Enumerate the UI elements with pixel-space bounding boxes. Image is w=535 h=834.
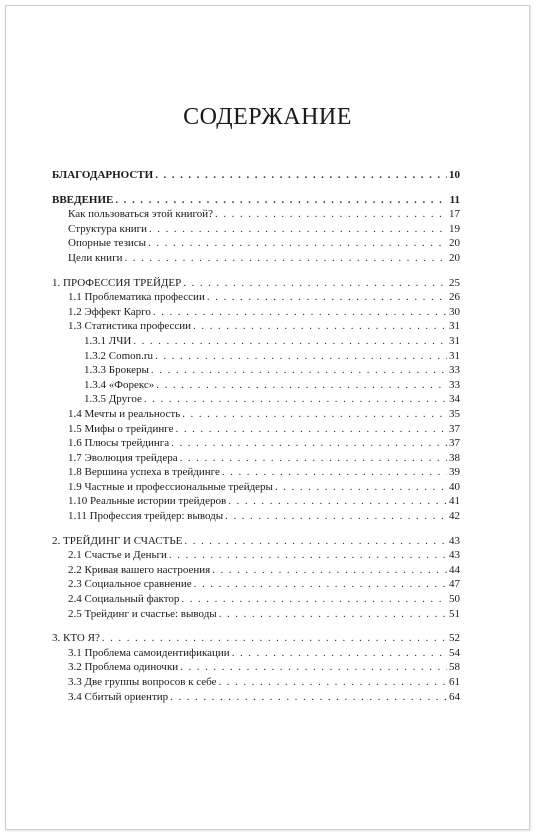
toc-entry-page: 33 — [449, 378, 460, 391]
dot-leader — [170, 690, 447, 705]
toc-entry-acknowledgements[interactable] — [52, 168, 460, 183]
toc-entry-page: 61 — [449, 676, 460, 688]
toc-entry-label: 1.2 Эффект Карго — [68, 305, 151, 318]
dot-leader — [149, 222, 447, 237]
toc-entry[interactable] — [52, 451, 460, 466]
page-title: СОДЕРЖАНИЕ — [183, 104, 352, 130]
toc-entry-label: 1.3.5 Другое — [84, 393, 142, 406]
toc-entry-page: 26 — [449, 291, 460, 304]
toc-entry[interactable] — [52, 577, 460, 592]
toc-entry-label: 1.1 Проблематика профессии — [68, 291, 205, 304]
toc-chapter-3[interactable] — [52, 631, 460, 646]
toc-entry-label: 1.8 Вершина успеха в трейдинге — [68, 466, 220, 479]
dot-leader — [124, 251, 447, 266]
toc-entry-page: 41 — [449, 495, 460, 508]
toc-entry-label: БЛАГОДАРНОСТИ — [52, 169, 154, 181]
toc-entry-label: 1.4 Мечты и реальность — [68, 407, 181, 420]
toc-entry-page: 44 — [449, 563, 460, 576]
toc-entry-label: 1.3.3 Брокеры — [84, 364, 149, 377]
toc-entry-label: 2.4 Социальный фактор — [68, 593, 180, 606]
toc-entry-page: 31 — [449, 334, 460, 347]
toc-entry-page: 20 — [449, 251, 460, 264]
toc-entry[interactable] — [52, 436, 460, 451]
toc-entry[interactable] — [52, 236, 460, 251]
toc-entry[interactable] — [52, 251, 460, 266]
toc-entry[interactable] — [52, 548, 460, 563]
toc-entry-page: 64 — [449, 690, 460, 703]
toc-entry-label: Цели книги — [68, 251, 123, 264]
toc-entry-label: 3.1 Проблема самоидентификации — [68, 646, 230, 659]
dot-leader — [155, 168, 447, 183]
dot-leader — [148, 236, 447, 251]
toc-entry-page: 33 — [449, 364, 460, 377]
toc-entry[interactable] — [52, 422, 460, 437]
section-gap — [52, 621, 460, 631]
toc-entry-page: 35 — [449, 407, 460, 420]
toc-entry[interactable] — [52, 465, 460, 480]
dot-leader — [182, 407, 447, 422]
dot-leader — [171, 436, 447, 451]
dot-leader — [194, 577, 447, 592]
toc-entry-label: 1.3.2 Comon.ru — [84, 349, 154, 362]
toc-entry-page: 42 — [449, 510, 460, 523]
dot-leader — [232, 646, 447, 661]
dot-leader — [225, 509, 447, 524]
toc-entry[interactable] — [52, 290, 460, 305]
toc-entry-label: 1.11 Профессия трейдер: выводы — [68, 510, 224, 523]
toc-entry-label: 2.2 Кривая вашего настроения — [68, 563, 211, 576]
dot-leader — [169, 548, 447, 563]
dot-leader — [228, 494, 447, 509]
toc-entry-page: 58 — [449, 661, 460, 674]
dot-leader — [144, 392, 447, 407]
dot-leader — [212, 563, 447, 578]
dot-leader — [156, 378, 447, 393]
toc-entry-label: 1.5 Мифы о трейдинге — [68, 422, 174, 435]
toc-entry[interactable] — [52, 392, 460, 407]
dot-leader — [183, 276, 447, 291]
toc-entry-page: 37 — [449, 437, 460, 450]
toc-entry-label: 2. ТРЕЙДИНГ И СЧАСТЬЕ — [52, 534, 183, 547]
toc-chapter-1[interactable] — [52, 276, 460, 291]
toc-entry-label: 1.9 Частные и профессиональные трейдеры — [68, 480, 273, 493]
toc-entry[interactable] — [52, 363, 460, 378]
dot-leader — [151, 363, 447, 378]
toc-entry-label: 1.3.1 ЛЧИ — [84, 334, 132, 347]
toc-entry-page: 38 — [449, 451, 460, 464]
toc-entry-page: 40 — [449, 480, 460, 493]
toc-entry-page: 51 — [449, 607, 460, 620]
toc-entry-page: 17 — [449, 208, 460, 221]
toc-entry-label: 3.4 Сбитый ориентир — [68, 690, 169, 703]
toc-entry[interactable] — [52, 675, 460, 690]
toc-entry-label: 2.3 Социальное сравнение — [68, 578, 192, 591]
toc-entry[interactable] — [52, 494, 460, 509]
toc-entry-label: Структура книги — [68, 222, 147, 235]
toc-entry[interactable] — [52, 378, 460, 393]
toc-entry[interactable] — [52, 690, 460, 705]
dot-leader — [155, 349, 447, 364]
toc-entry-page: 19 — [449, 222, 460, 235]
toc-entry-label: 3. КТО Я? — [52, 632, 100, 645]
toc-entry-label: Опорные тезисы — [68, 237, 147, 250]
toc-entry[interactable] — [52, 305, 460, 320]
toc-entry-label: ВВЕДЕНИЕ — [52, 193, 114, 206]
toc-entry[interactable] — [52, 563, 460, 578]
toc-entry-label: 1.10 Реальные истории трейдеров — [68, 495, 227, 508]
dot-leader — [180, 660, 447, 675]
toc-entry[interactable] — [52, 349, 460, 364]
dot-leader — [219, 607, 447, 622]
toc-entry-page: 11 — [449, 193, 460, 206]
toc-entry-label: 1.7 Эволюция трейдера — [68, 451, 178, 464]
dot-leader — [207, 290, 447, 305]
toc-entry-page: 37 — [449, 422, 460, 435]
dot-leader — [215, 207, 447, 222]
dot-leader — [115, 193, 447, 208]
section-gap — [52, 524, 460, 534]
toc-entry[interactable] — [52, 319, 460, 334]
toc-entry-page: 20 — [449, 237, 460, 250]
toc-entry[interactable] — [52, 646, 460, 661]
toc-entry-page: 10 — [449, 169, 460, 181]
section-gap — [52, 183, 460, 193]
toc-entry[interactable] — [52, 407, 460, 422]
dot-leader — [184, 534, 447, 549]
toc-entry-page: 50 — [449, 593, 460, 606]
dot-leader — [193, 319, 447, 334]
toc-entry-label: Как пользоваться этой книгой? — [68, 208, 214, 221]
toc-entry[interactable] — [52, 607, 460, 622]
toc-entry-label: 1.6 Плюсы трейдинга — [68, 437, 170, 450]
toc-entry-page: 52 — [449, 632, 460, 645]
toc-entry[interactable] — [52, 334, 460, 349]
dot-leader — [176, 422, 447, 437]
table-of-contents — [52, 168, 460, 704]
toc-entry-page: 31 — [449, 349, 460, 362]
dot-leader — [102, 631, 447, 646]
toc-entry-page: 47 — [449, 578, 460, 591]
dot-leader — [222, 465, 447, 480]
toc-chapter-2[interactable] — [52, 534, 460, 549]
toc-entry-label: 1.3.4 «Форекс» — [84, 378, 155, 391]
toc-entry-page: 43 — [449, 534, 460, 547]
toc-entry-page: 25 — [449, 276, 460, 289]
toc-entry-page: 43 — [449, 549, 460, 562]
toc-entry-page: 34 — [449, 393, 460, 406]
toc-entry-label: 3.2 Проблема одиночки — [68, 661, 179, 674]
toc-entry-page: 39 — [449, 466, 460, 479]
toc-entry-label: 2.1 Счастье и Деньги — [68, 549, 167, 562]
toc-entry-page: 31 — [449, 320, 460, 333]
toc-entry-introduction[interactable] — [52, 193, 460, 208]
dot-leader — [153, 305, 447, 320]
toc-entry[interactable] — [52, 207, 460, 222]
toc-entry-label: 1.3 Статистика профессии — [68, 320, 192, 333]
toc-entry-label: 1. ПРОФЕССИЯ ТРЕЙДЕР — [52, 276, 182, 289]
toc-entry-page: 54 — [449, 646, 460, 659]
dot-leader — [275, 480, 447, 495]
dot-leader — [218, 675, 447, 690]
dot-leader — [181, 592, 447, 607]
toc-entry-page: 30 — [449, 305, 460, 318]
toc-entry[interactable] — [52, 222, 460, 237]
toc-entry[interactable] — [52, 660, 460, 675]
toc-entry[interactable] — [52, 592, 460, 607]
dot-leader — [180, 451, 447, 466]
toc-entry[interactable] — [52, 509, 460, 524]
toc-entry-label: 2.5 Трейдинг и счастье: выводы — [68, 607, 217, 620]
section-gap — [52, 266, 460, 276]
toc-entry[interactable] — [52, 480, 460, 495]
dot-leader — [133, 334, 447, 349]
toc-entry-label: 3.3 Две группы вопросов к себе — [68, 676, 217, 688]
